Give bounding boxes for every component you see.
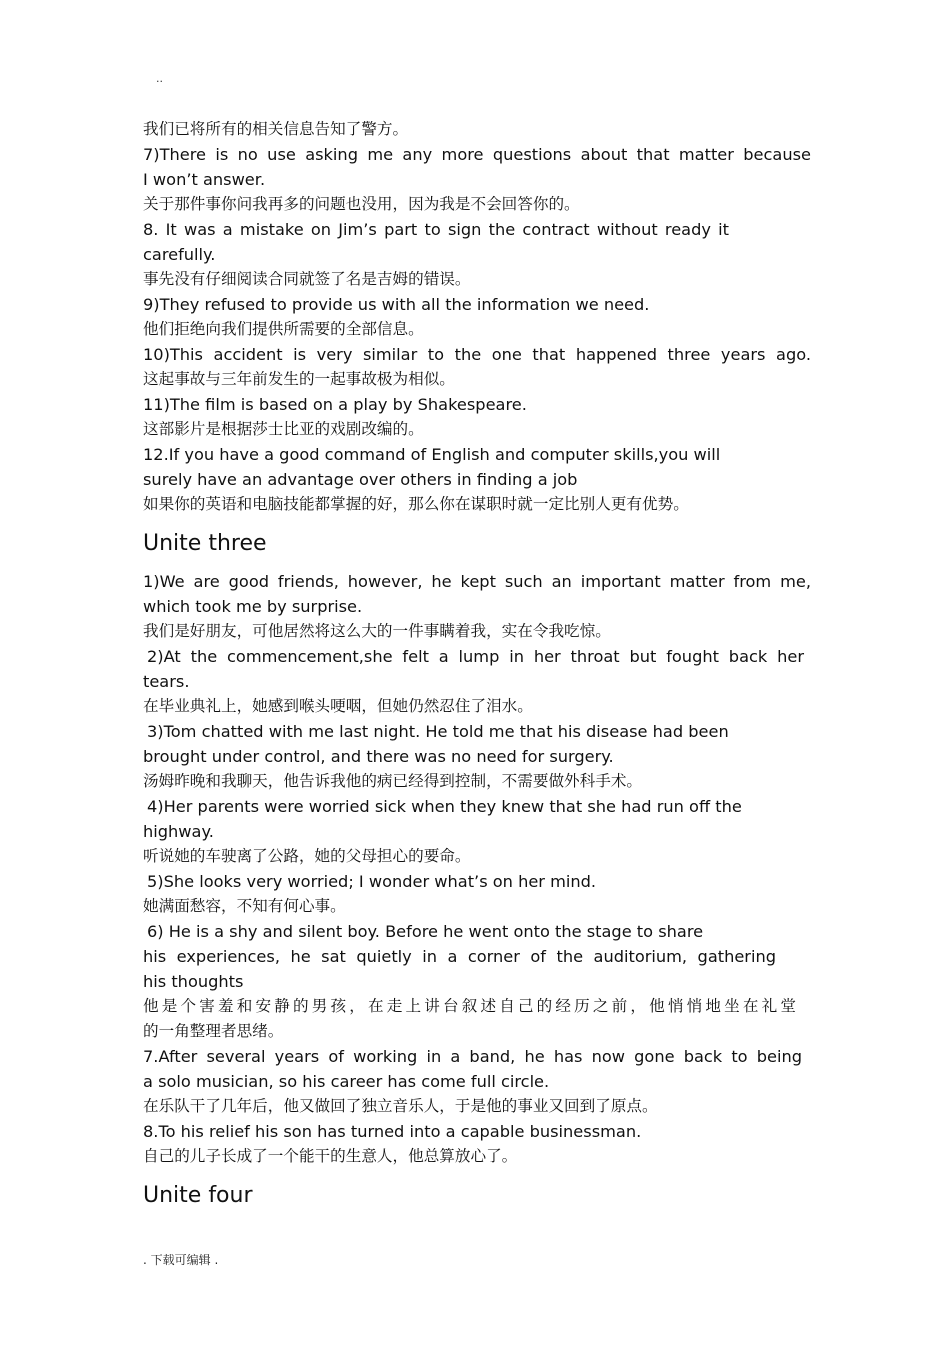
header-mark: .. bbox=[156, 72, 163, 85]
text-line: 4)Her parents were worried sick when they knew that she had run off the bbox=[147, 797, 742, 816]
text-line: 事先没有仔细阅读合同就签了名是吉姆的错误。 bbox=[143, 270, 471, 288]
text-line: 听说她的车驶离了公路，她的父母担心的要命。 bbox=[143, 847, 471, 865]
text-line: 1)We are good friends, however, he kept such an important matter from me, bbox=[143, 572, 811, 591]
text-line: 汤姆昨晚和我聊天，他告诉我他的病已经得到控制，不需要做外科手术。 bbox=[143, 772, 643, 790]
text-line: 这起事故与三年前发生的一起事故极为相似。 bbox=[143, 370, 455, 388]
text-line: 他是个害羞和安静的男孩，在走上讲台叙述自己的经历之前，他悄悄地坐在礼堂 bbox=[143, 997, 796, 1015]
text-line: his experiences, he sat quietly in a corner of the auditorium, gathering bbox=[143, 947, 776, 966]
text-line: 2)At the commencement,she felt a lump in her throat but fought back her bbox=[147, 647, 804, 666]
document-body bbox=[143, 117, 811, 1221]
text-line: 如果你的英语和电脑技能都掌握的好，那么你在谋职时就一定比别人更有优势。 bbox=[143, 495, 689, 513]
text-line: highway. bbox=[143, 822, 214, 841]
text-line: 我们已将所有的相关信息告知了警方。 bbox=[143, 120, 409, 138]
text-line: brought under control, and there was no need for surgery. bbox=[143, 747, 614, 766]
text-line: a solo musician, so his career has come full circle. bbox=[143, 1072, 550, 1091]
text-line: 10)This accident is very similar to the one that happened three years ago. bbox=[143, 345, 811, 364]
text-line: 他们拒绝向我们提供所需要的全部信息。 bbox=[143, 320, 424, 338]
text-line: his thoughts bbox=[143, 972, 244, 991]
text-line: 6) He is a shy and silent boy. Before he went onto the stage to share bbox=[147, 922, 704, 941]
text-line: which took me by surprise. bbox=[143, 597, 363, 616]
text-line: 她满面愁容，不知有何心事。 bbox=[143, 897, 346, 915]
text-line: carefully. bbox=[143, 245, 216, 264]
text-line: 3)Tom chatted with me last night. He told me that his disease had been bbox=[147, 722, 729, 741]
text-line: 7.After several years of working in a band, he has now gone back to being bbox=[143, 1047, 802, 1066]
footer-mark: . 下载可编辑 . bbox=[143, 1253, 219, 1267]
text-line: 8. It was a mistake on Jim’s part to sign the contract without ready it bbox=[143, 220, 729, 239]
text-line: 7)There is no use asking me any more questions about that matter because bbox=[143, 145, 811, 164]
text-line: 8.To his relief his son has turned into a capable businessman. bbox=[143, 1122, 642, 1141]
text-line: 这部影片是根据莎士比亚的戏剧改编的。 bbox=[143, 420, 424, 438]
text-line: 的一角整理者思绪。 bbox=[143, 1022, 284, 1040]
text-line: surely have an advantage over others in finding a job bbox=[143, 470, 578, 489]
text-line: 5)She looks very worried; I wonder what’s on her mind. bbox=[147, 872, 597, 891]
section-heading-unit-four: Unite four bbox=[143, 1183, 253, 1208]
text-line: tears. bbox=[143, 672, 190, 691]
text-line: 关于那件事你问我再多的问题也没用，因为我是不会回答你的。 bbox=[143, 195, 580, 213]
text-line: 自己的儿子长成了一个能干的生意人，他总算放心了。 bbox=[143, 1147, 518, 1165]
text-line: 12.If you have a good command of English and computer skills,you will bbox=[143, 445, 721, 464]
text-line: I won’t answer. bbox=[143, 170, 266, 189]
section-heading-unit-three: Unite three bbox=[143, 531, 267, 556]
text-line: 9)They refused to provide us with all the information we need. bbox=[143, 295, 650, 314]
text-line: 11)The film is based on a play by Shakespeare. bbox=[143, 395, 527, 414]
text-line: 在乐队干了几年后，他又做回了独立音乐人，于是他的事业又回到了原点。 bbox=[143, 1097, 658, 1115]
text-line: 我们是好朋友，可他居然将这么大的一件事瞒着我，实在令我吃惊。 bbox=[143, 622, 611, 640]
text-line: 在毕业典礼上，她感到喉头哽咽，但她仍然忍住了泪水。 bbox=[143, 697, 533, 715]
